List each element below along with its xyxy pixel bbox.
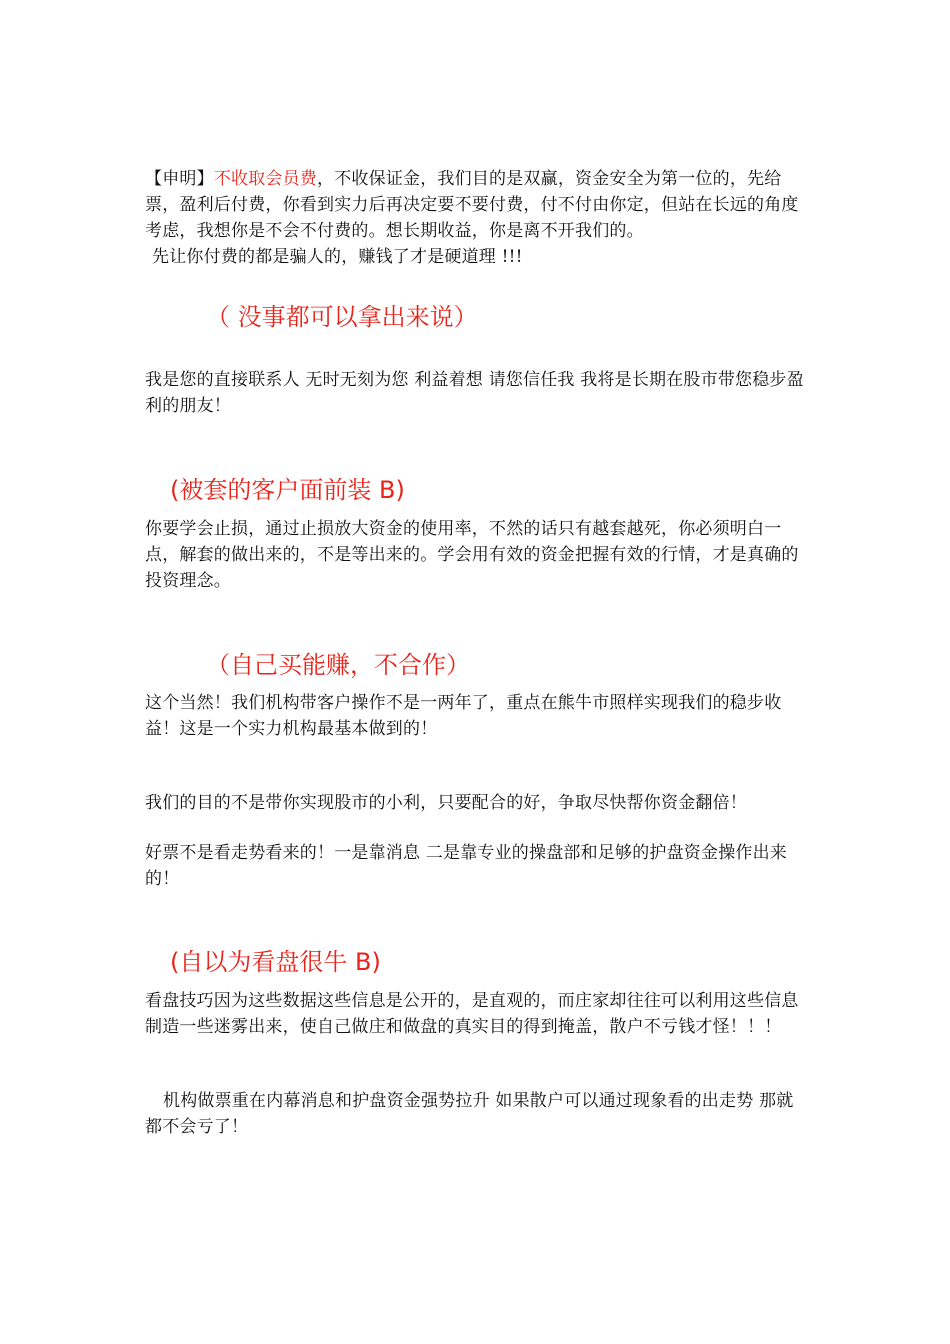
heading-self-trading: （自己买能赚，不合作） xyxy=(206,651,470,679)
paragraph-stop-loss: 你要学会止损，通过止损放大资金的使用率，不然的话只有越套越死，你必须明白一点，解套的做出来的，不是等出来的。学会用有效的资金把握有效的行情，才是真确的投资理念。 xyxy=(145,519,799,591)
paragraph-insider: 机构做票重在内幕消息和护盘资金强势拉升 如果散户可以通过现象看的出走势 那就都不会亏了！ xyxy=(145,1091,794,1137)
heading-chart-reading: (自以为看盘很牛 B) xyxy=(170,948,381,976)
declaration-highlight: 不收取会员费 xyxy=(213,169,318,189)
declaration-prefix: 【申明】 xyxy=(145,169,214,189)
declaration-paragraph xyxy=(145,166,810,244)
paragraph-chart-skills: 看盘技巧因为这些数据这些信息是公开的，是直观的，而庄家却往往可以利用这些信息制造一些迷雾出来，使自己做庄和做盘的真实目的得到掩盖，散户不亏钱才怪！！！ xyxy=(145,991,799,1037)
paragraph-institution: 这个当然！我们机构带客户操作不是一两年了，重点在熊牛市照样实现我们的稳步收益！这是一个实力机构最基本做到的！ xyxy=(145,693,782,739)
heading-talk-about-anything: （ 没事都可以拿出来说） xyxy=(206,303,478,331)
paragraph-goal: 我们的目的不是带你实现股市的小利，只要配合的好，争取尽快帮你资金翻倍！ xyxy=(145,793,747,813)
declaration-closing: 先让你付费的都是骗人的，赚钱了才是硬道理 !!! xyxy=(152,247,523,267)
paragraph-good-stocks: 好票不是看走势看来的！一是靠消息 二是靠专业的操盘部和足够的护盘资金操作出来的！ xyxy=(145,843,788,889)
heading-trapped-clients: (被套的客户面前装 B) xyxy=(170,476,405,504)
paragraph-contact: 我是您的直接联系人 无时无刻为您 利益着想 请您信任我 我将是长期在股市带您稳步盈利的朋友！ xyxy=(145,370,804,416)
declaration-body: ，不收保证金，我们目的是双赢，资金安全为第一位的，先给票，盈利后付费，你看到实力后再决定要不要付费，付不付由你定，但站在长远的角度考虑，我想你是不会不付费的。想长期收益，你是离不开我们的。 xyxy=(145,169,799,241)
